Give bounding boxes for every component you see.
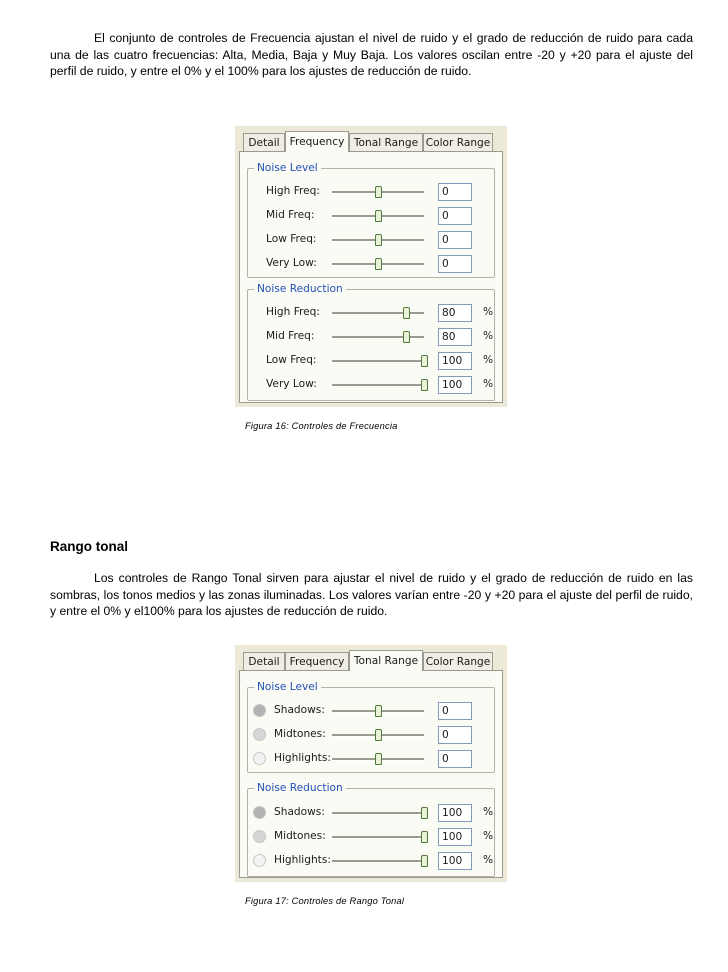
intro-paragraph (50, 30, 693, 80)
slider-label: Midtones: (274, 830, 326, 842)
mid-freq-slider[interactable] (332, 215, 424, 218)
slider-thumb[interactable] (421, 807, 428, 819)
mid-freq-value-input[interactable]: 80 (438, 328, 472, 346)
slider-thumb[interactable] (375, 234, 382, 246)
tab-detail[interactable]: Detail (243, 652, 285, 670)
high-freq-value-input[interactable]: 80 (438, 304, 472, 322)
shadows-slider[interactable] (332, 812, 424, 815)
high-freq-slider[interactable] (332, 191, 424, 194)
noise-level-group (247, 162, 495, 278)
highlights-row (248, 749, 494, 769)
tab-content (239, 670, 503, 878)
slider-label: Low Freq: (266, 233, 317, 245)
tab-color-range[interactable]: Color Range (423, 652, 493, 670)
intro-paragraph-text: El conjunto de controles de Frecuencia ajustan el nivel de ruido y el grado de reducción de ruido para cada una de las cuatro frecuencias: Alta, Media, Baja y Muy Baja. Los valores oscilan entre -20 y +20 para el ajuste del perfil de ruido, y entre el 0% y el 100% para los ajustes de reducción de ruido. (50, 31, 693, 78)
highlights-swatch-icon (253, 752, 266, 765)
shadows-value-input[interactable]: 0 (438, 702, 472, 720)
low-freq-row (248, 351, 494, 371)
figure-17-caption: Figura 17: Controles de Rango Tonal (245, 896, 405, 906)
mid-freq-row (248, 327, 494, 347)
high-freq-row (248, 303, 494, 323)
low-freq-row (248, 230, 494, 250)
shadows-slider[interactable] (332, 710, 424, 713)
slider-thumb[interactable] (403, 307, 410, 319)
midtones-swatch-icon (253, 830, 266, 843)
frequency-panel (235, 126, 507, 407)
tab-content (239, 151, 503, 403)
very-low-slider[interactable] (332, 263, 424, 266)
slider-label: High Freq: (266, 185, 320, 197)
very-low-value-input[interactable]: 0 (438, 255, 472, 273)
slider-thumb[interactable] (421, 831, 428, 843)
highlights-row (248, 851, 494, 871)
group-legend: Noise Level (254, 681, 321, 694)
slider-thumb[interactable] (375, 729, 382, 741)
highlights-value-input[interactable]: 0 (438, 750, 472, 768)
tonal-range-paragraph (50, 570, 693, 620)
slider-label: Shadows: (274, 806, 325, 818)
percent-unit: % (483, 830, 494, 842)
tab-frequency[interactable]: Frequency (285, 131, 349, 152)
slider-label: Highlights: (274, 752, 331, 764)
tab-tonal-range[interactable]: Tonal Range (349, 650, 423, 671)
slider-thumb[interactable] (421, 855, 428, 867)
midtones-row (248, 827, 494, 847)
slider-label: Shadows: (274, 704, 325, 716)
very-low-slider[interactable] (332, 384, 424, 387)
midtones-value-input[interactable]: 100 (438, 828, 472, 846)
slider-thumb[interactable] (403, 331, 410, 343)
section-heading: Rango tonal (50, 539, 128, 554)
figure-16-caption: Figura 16: Controles de Frecuencia (245, 421, 398, 431)
slider-label: Highlights: (274, 854, 331, 866)
low-freq-slider[interactable] (332, 360, 424, 363)
percent-unit: % (483, 378, 494, 390)
midtones-row (248, 725, 494, 745)
highlights-slider[interactable] (332, 758, 424, 761)
shadows-row (248, 701, 494, 721)
mid-freq-value-input[interactable]: 0 (438, 207, 472, 225)
shadows-swatch-icon (253, 704, 266, 717)
noise-reduction-group (247, 283, 495, 401)
slider-label: Very Low: (266, 257, 317, 269)
percent-unit: % (483, 306, 494, 318)
low-freq-value-input[interactable]: 100 (438, 352, 472, 370)
slider-thumb[interactable] (375, 258, 382, 270)
noise-reduction-group (247, 782, 495, 877)
tab-tonal-range[interactable]: Tonal Range (349, 133, 423, 151)
slider-label: Mid Freq: (266, 209, 315, 221)
very-low-row (248, 254, 494, 274)
percent-unit: % (483, 330, 494, 342)
midtones-slider[interactable] (332, 836, 424, 839)
very-low-row (248, 375, 494, 395)
slider-thumb[interactable] (421, 379, 428, 391)
tab-detail[interactable]: Detail (243, 133, 285, 151)
group-legend: Noise Reduction (254, 283, 346, 296)
high-freq-value-input[interactable]: 0 (438, 183, 472, 201)
tab-color-range[interactable]: Color Range (423, 133, 493, 151)
low-freq-value-input[interactable]: 0 (438, 231, 472, 249)
midtones-value-input[interactable]: 0 (438, 726, 472, 744)
midtones-slider[interactable] (332, 734, 424, 737)
mid-freq-slider[interactable] (332, 336, 424, 339)
slider-thumb[interactable] (375, 210, 382, 222)
slider-label: High Freq: (266, 306, 320, 318)
percent-unit: % (483, 854, 494, 866)
tab-frequency[interactable]: Frequency (285, 652, 349, 670)
slider-label: Very Low: (266, 378, 317, 390)
group-legend: Noise Level (254, 162, 321, 175)
shadows-swatch-icon (253, 806, 266, 819)
slider-thumb[interactable] (375, 705, 382, 717)
midtones-swatch-icon (253, 728, 266, 741)
highlights-slider[interactable] (332, 860, 424, 863)
slider-thumb[interactable] (375, 186, 382, 198)
group-legend: Noise Reduction (254, 782, 346, 795)
slider-thumb[interactable] (375, 753, 382, 765)
shadows-row (248, 803, 494, 823)
highlights-swatch-icon (253, 854, 266, 867)
noise-level-group (247, 681, 495, 773)
tonal-range-panel (235, 645, 507, 882)
slider-thumb[interactable] (421, 355, 428, 367)
slider-label: Midtones: (274, 728, 326, 740)
shadows-value-input[interactable]: 100 (438, 804, 472, 822)
very-low-value-input[interactable]: 100 (438, 376, 472, 394)
slider-label: Mid Freq: (266, 330, 315, 342)
low-freq-slider[interactable] (332, 239, 424, 242)
high-freq-row (248, 182, 494, 202)
high-freq-slider[interactable] (332, 312, 424, 315)
mid-freq-row (248, 206, 494, 226)
slider-label: Low Freq: (266, 354, 317, 366)
tonal-range-paragraph-text: Los controles de Rango Tonal sirven para ajustar el nivel de ruido y el grado de reducción de ruido en las sombras, los tonos medios y las zonas iluminadas. Los valores varían entre -20 y +20 para el ajuste del perfil de ruido, y entre el 0% y el100% para los ajustes de reducción de ruido. (50, 571, 693, 618)
highlights-value-input[interactable]: 100 (438, 852, 472, 870)
percent-unit: % (483, 354, 494, 366)
percent-unit: % (483, 806, 494, 818)
